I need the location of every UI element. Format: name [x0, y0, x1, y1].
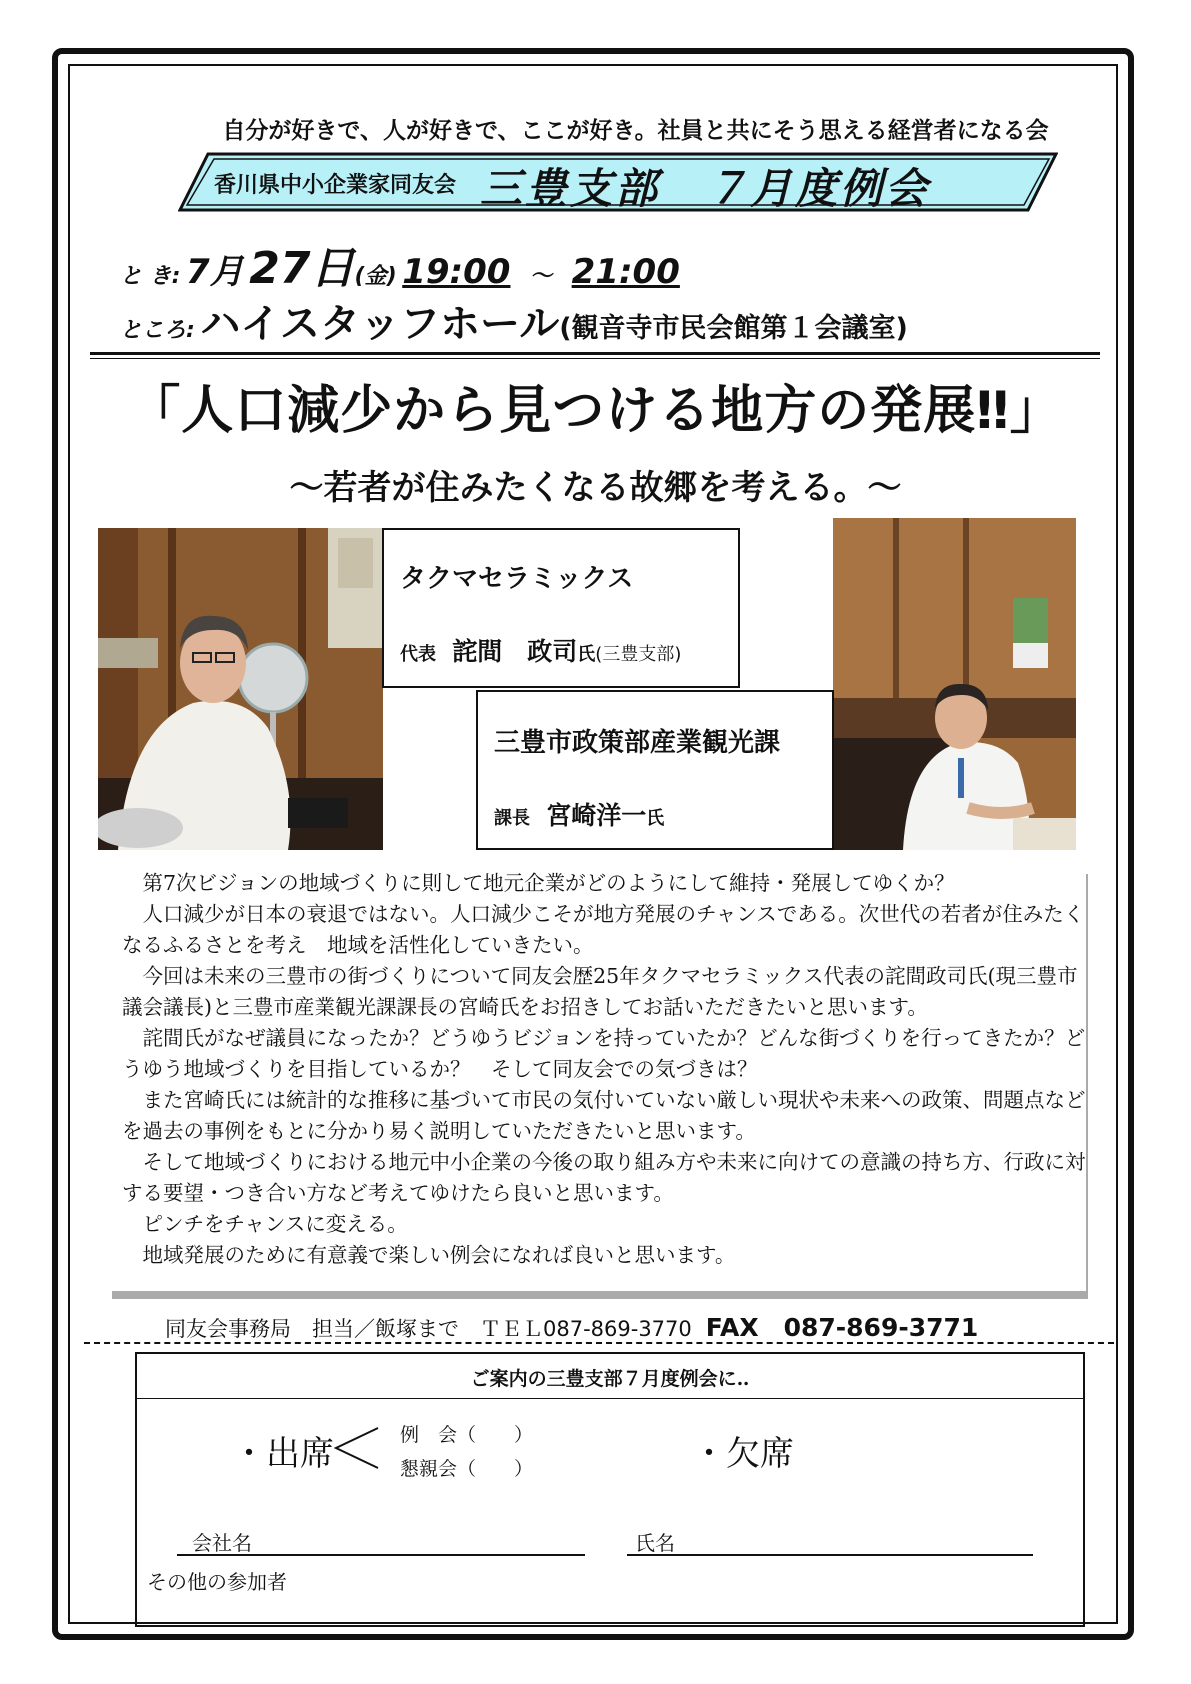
when-weekday: (金)	[354, 264, 397, 289]
speaker2-line	[494, 796, 664, 832]
event-venue	[120, 292, 908, 349]
form-header: ご案内の三豊支部７月度例会に‥	[470, 1368, 750, 1390]
body-paragraph: 人口減少が日本の衰退ではない。人口減少こそが地方発展のチャンスである。次世代の若者が住みたくなるふるさとを考え 地域を活性化していきたい。	[122, 902, 1085, 957]
speaker1-company: タクマセラミックス	[400, 564, 634, 594]
speaker2-name: 宮崎洋一	[546, 801, 647, 830]
cut-line	[84, 1342, 1114, 1344]
venue-name: ハイスタッフホール	[200, 301, 560, 347]
name-label: 氏名	[635, 1531, 675, 1555]
company-label: 会社名	[192, 1531, 252, 1555]
contact-line	[165, 1308, 978, 1344]
option-party[interactable]: 懇親会（ ）	[400, 1458, 534, 1480]
when-end: 21:00	[571, 252, 680, 292]
title-banner	[178, 150, 1058, 214]
speaker2-card	[476, 690, 834, 850]
when-day: 27日	[249, 243, 355, 294]
subtitle: ～若者が住みたくなる故郷を考える。～	[289, 468, 902, 508]
when-label: と き:	[120, 264, 181, 289]
speaker1-photo	[98, 528, 383, 850]
venue-detail: (観音寺市民会館第１会議室)	[559, 313, 908, 344]
name-field[interactable]	[627, 1554, 1033, 1556]
reply-form	[135, 1352, 1085, 1627]
banner-title: 三豊支部 ７月度例会	[480, 164, 931, 213]
divider	[90, 352, 1100, 355]
when-start: 19:00	[402, 252, 511, 292]
event-date	[120, 232, 680, 296]
body-paragraph: 第7次ビジョンの地域づくりに則して地元企業がどのようにして維持・発展してゆくか？	[142, 871, 955, 895]
speaker1-card	[382, 528, 740, 688]
when-sep: ～	[530, 264, 553, 289]
body-paragraph: 今回は未来の三豊市の街づくりについて同友会歴25年タクマセラミックス代表の詫間政司氏(現三豊市議会議長)と三豊市産業観光課課長の宮崎氏をお招きしてお話いただきたいと思います。	[122, 964, 1078, 1019]
body-paragraph: また宮崎氏には統計的な推移に基づいて市民の気付いていない厳しい現状や未来への政策、問題点などを過去の事例をもとに分かり易く説明していただきたいと思います。	[122, 1088, 1086, 1143]
contact-tel: 同友会事務局 担当／飯塚まで ＴＥＬ087-869-3770	[165, 1317, 692, 1341]
speaker2-photo	[833, 518, 1076, 850]
body-text	[122, 868, 1092, 1271]
attend-option[interactable]: ・出席	[232, 1434, 334, 1474]
absent-option[interactable]: ・欠席	[692, 1434, 794, 1474]
speaker1-suffix: 氏	[577, 644, 596, 665]
body-paragraph: 詫間氏がなぜ議員になったか？どうゆうビジョンを持っていたか？どんな街づくりを行ってきたか？どうゆう地域づくりを目指しているか？ そして同友会での気づきは？	[122, 1026, 1086, 1081]
contact-fax: FAX 087-869-3771	[705, 1313, 979, 1342]
speaker2-role: 課長	[494, 808, 530, 829]
speaker1-role: 代表	[400, 644, 436, 665]
bracket-icon	[332, 1424, 382, 1472]
where-label: ところ:	[120, 318, 195, 343]
body-paragraph: そして地域づくりにおける地元中小企業の今後の取り組み方や未来に向けての意識の持ち方、行政に対する要望・つき合い方など考えてゆけたら良いと思います。	[122, 1150, 1086, 1205]
banner-org: 香川県中小企業家同友会	[214, 173, 457, 198]
speaker2-suffix: 氏	[646, 808, 665, 829]
option-meeting[interactable]: 例 会（ ）	[400, 1424, 534, 1446]
speaker1-affiliation: (三豊支部)	[595, 644, 682, 665]
speaker2-company: 三豊市政策部産業観光課	[494, 728, 781, 758]
main-title: 「人口減少から見つける地方の発展‼」	[128, 381, 1063, 441]
speaker1-line	[400, 632, 681, 668]
body-paragraph: ピンチをチャンスに変える。	[142, 1212, 408, 1236]
speaker1-name: 詫間 政司	[452, 637, 578, 666]
company-field[interactable]	[177, 1554, 585, 1556]
tagline: 自分が好きで、人が好きで、ここが好き。社員と共にそう思える経営者になる会	[222, 117, 1049, 144]
form-divider	[137, 1398, 1083, 1399]
when-month: 7月	[186, 252, 244, 292]
others-label: その他の参加者	[147, 1570, 287, 1594]
divider-thin	[90, 358, 1100, 359]
body-paragraph: 地域発展のために有意義で楽しい例会になれば良いと思います。	[142, 1243, 736, 1267]
